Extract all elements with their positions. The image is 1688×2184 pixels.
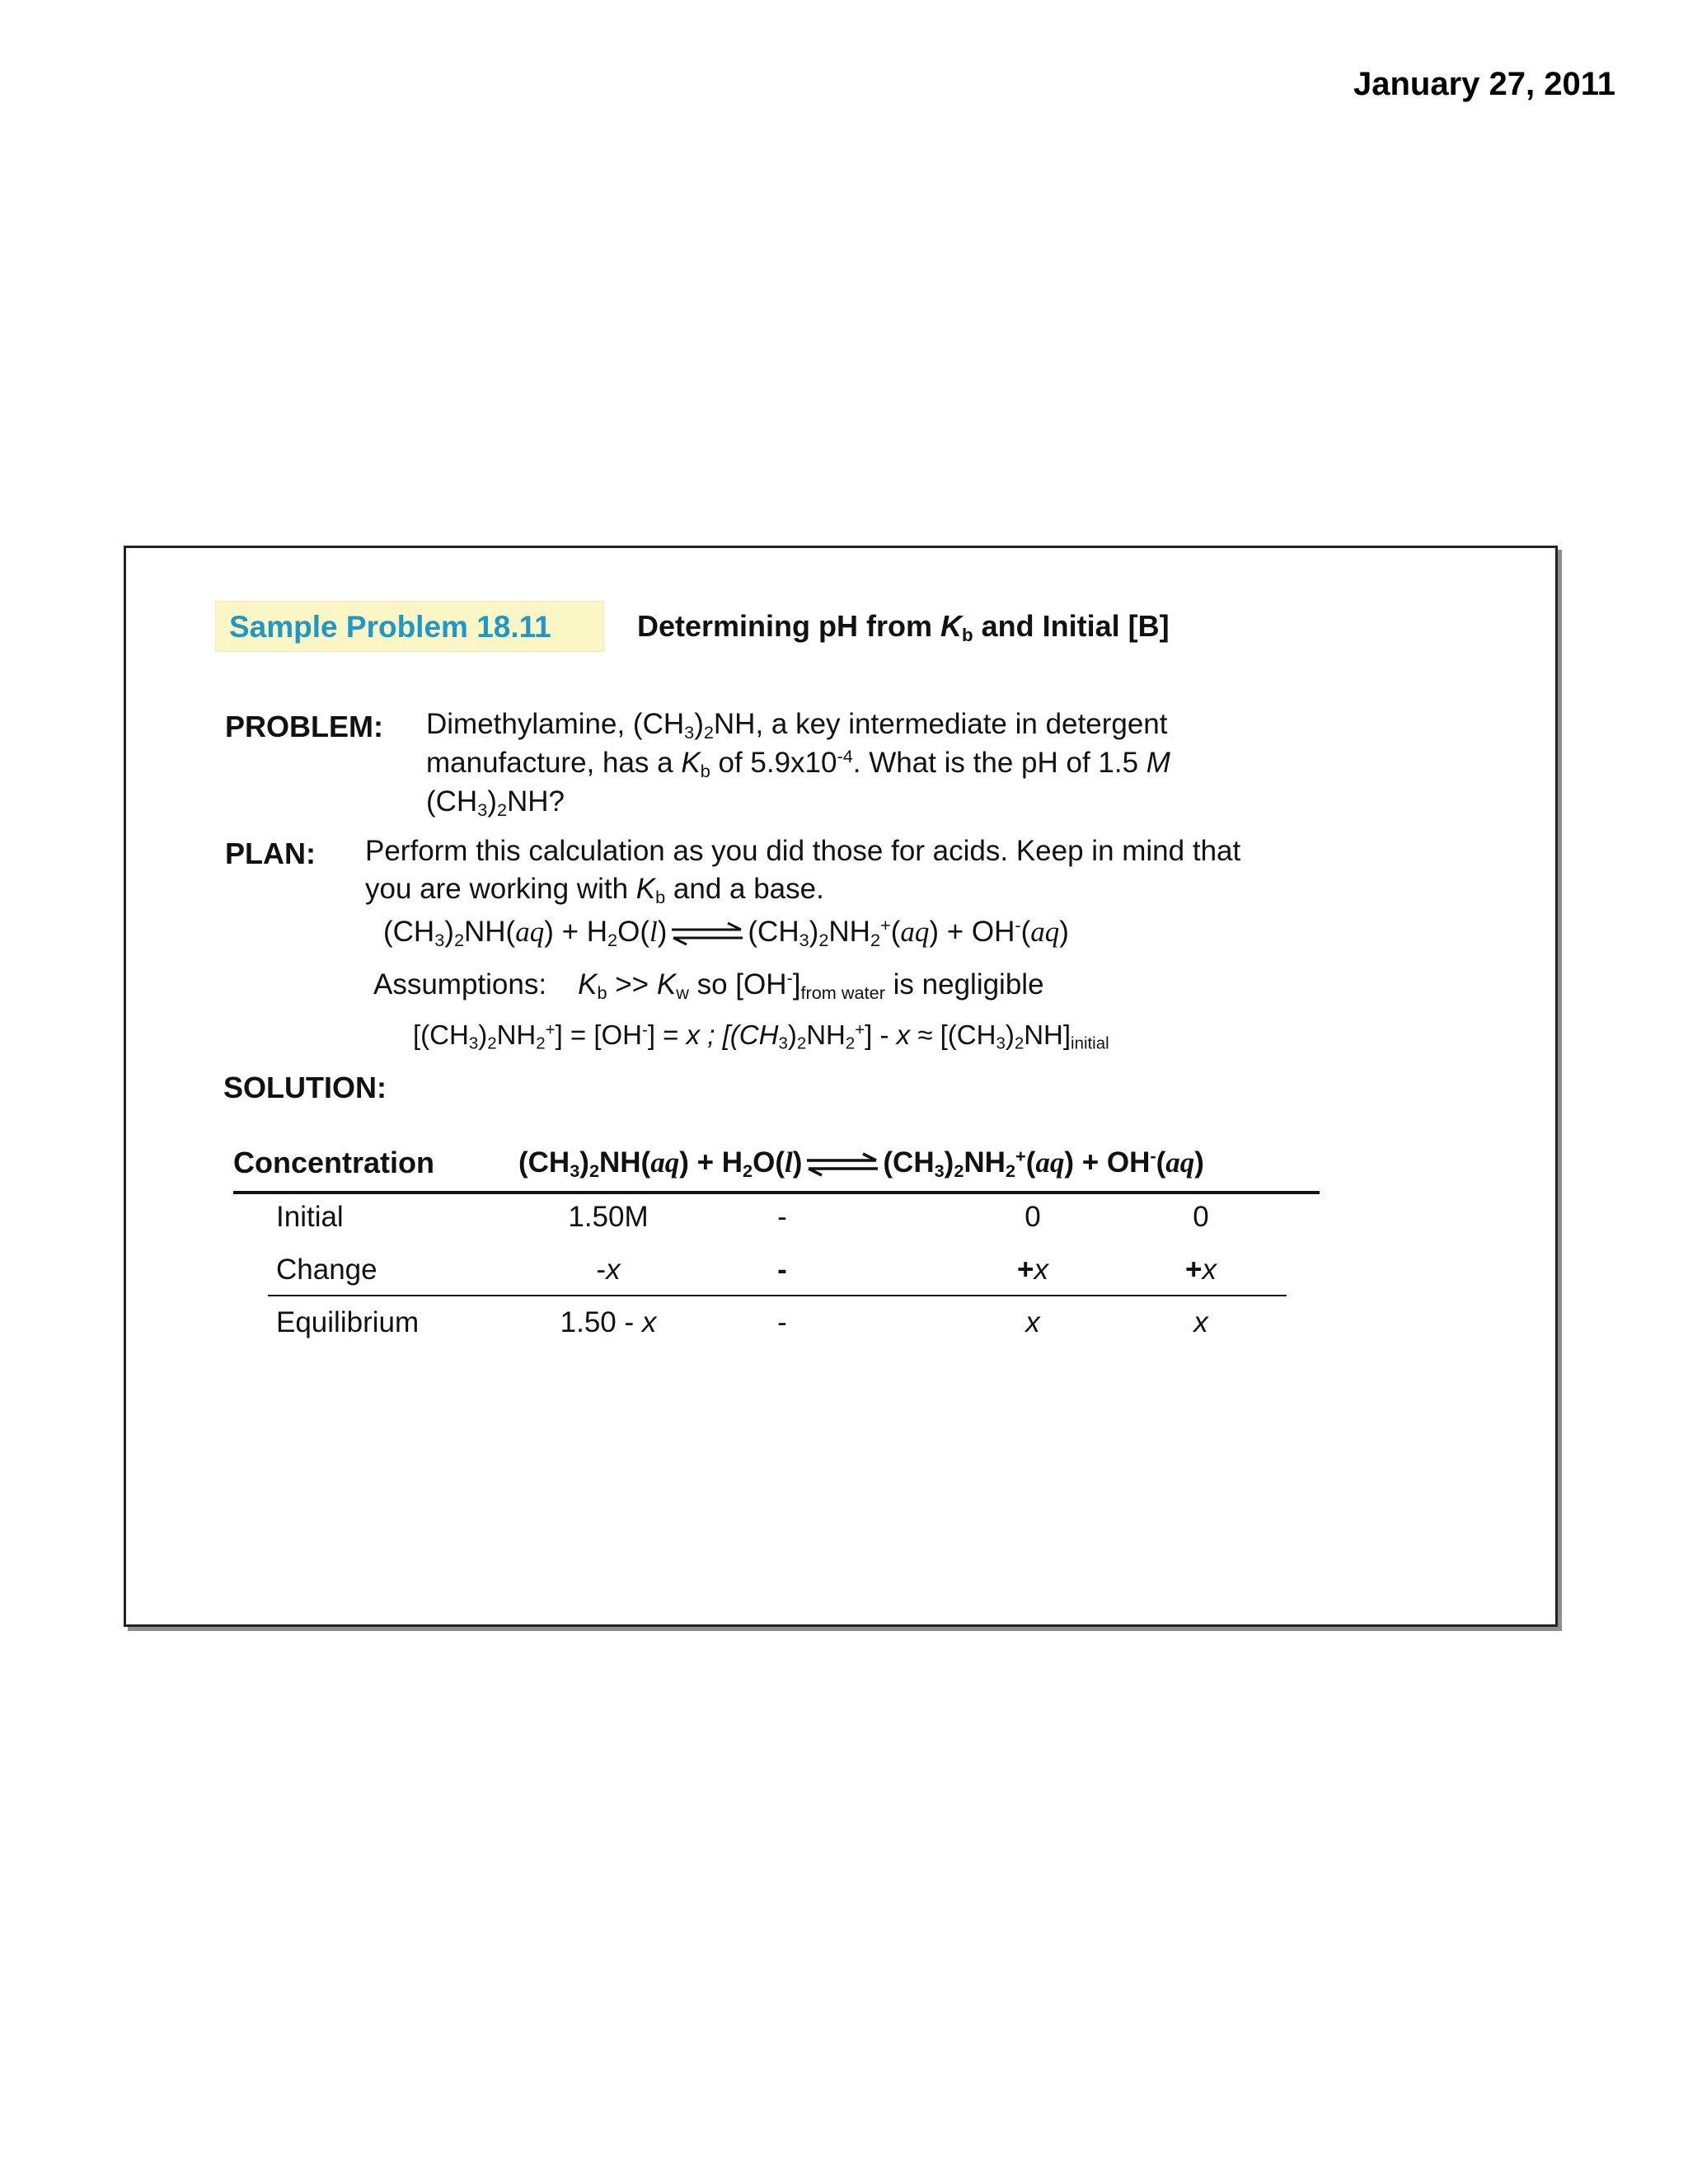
- text: Dimethylamine, (CH: [426, 708, 685, 740]
- row-label-change: Change: [276, 1254, 377, 1286]
- text: NH, a key intermediate in detergent: [713, 708, 1168, 740]
- subscript: b: [597, 982, 607, 1004]
- subscript: 2: [496, 799, 507, 821]
- subscript: 2: [607, 930, 618, 951]
- slide-frame: [124, 546, 1558, 1627]
- title-prefix: Determining pH from: [637, 609, 941, 643]
- text: (CH: [518, 1146, 570, 1179]
- text: (CH: [748, 916, 799, 948]
- plan-reaction-equation: [383, 912, 1069, 951]
- assumptions-label: Assumptions:: [373, 968, 547, 1001]
- text: 1.50 -: [560, 1306, 642, 1338]
- text: ; [(CH: [700, 1019, 779, 1050]
- assumptions-line: [373, 965, 1044, 1004]
- text: ): [579, 1146, 589, 1179]
- problem-line-3: [426, 782, 565, 821]
- subscript: 3: [684, 722, 695, 743]
- text: ) + OH: [1064, 1146, 1151, 1179]
- subscript: b: [700, 761, 710, 782]
- subscript: 3: [799, 930, 809, 951]
- superscript: -: [1015, 915, 1021, 936]
- text: ): [787, 1019, 797, 1050]
- state-aq: aq: [1035, 1146, 1065, 1179]
- kw-symbol: K: [656, 968, 677, 1001]
- text: ] =: [647, 1019, 687, 1050]
- subscript: 2: [870, 930, 881, 951]
- text: O(: [753, 1146, 785, 1179]
- subscript: 3: [434, 930, 445, 951]
- subscript: 3: [570, 1160, 580, 1182]
- kb-symbol: K: [578, 968, 598, 1001]
- superscript: -: [1150, 1146, 1156, 1167]
- text: NH(: [464, 916, 516, 948]
- text: ): [478, 1019, 488, 1050]
- text: ] = [OH: [555, 1019, 643, 1050]
- text: (: [890, 916, 901, 948]
- subscript: 2: [588, 1160, 599, 1182]
- state-aq: aq: [515, 916, 545, 948]
- state-aq: aq: [900, 916, 930, 948]
- slide-title: [637, 601, 1170, 652]
- text: ) + H: [679, 1146, 743, 1179]
- subscript: w: [676, 982, 689, 1004]
- variable-x: x: [1202, 1254, 1217, 1286]
- problem-line-2: [426, 743, 1170, 782]
- variable-x: x: [606, 1254, 621, 1286]
- row-label-initial: Initial: [276, 1201, 344, 1233]
- text: ≈ [(CH: [910, 1019, 996, 1050]
- problem-label: PROBLEM:: [225, 710, 383, 743]
- subscript: from water: [800, 982, 885, 1004]
- state-aq: aq: [1165, 1146, 1195, 1179]
- text: NH: [828, 916, 870, 948]
- state-l: l: [649, 916, 658, 948]
- solution-label: SOLUTION:: [223, 1071, 387, 1104]
- text: ): [657, 916, 668, 948]
- superscript: -: [642, 1019, 648, 1039]
- subscript: 2: [1014, 1033, 1025, 1053]
- cell-initial-base: 1.50M: [568, 1201, 649, 1233]
- table-header-equation: [518, 1143, 1204, 1182]
- subscript: 3: [996, 1033, 1006, 1053]
- text: (CH: [883, 1146, 935, 1179]
- text: so [OH: [688, 968, 787, 1001]
- variable-x: x: [686, 1019, 701, 1050]
- subscript: 2: [536, 1033, 546, 1053]
- text: (CH: [426, 785, 478, 818]
- state-aq: aq: [650, 1146, 680, 1179]
- cell-change-base: [596, 1254, 620, 1286]
- text: ): [1059, 916, 1069, 948]
- title-k: K: [940, 609, 963, 643]
- text: of 5.9x10: [710, 747, 837, 779]
- text: ): [944, 1146, 954, 1179]
- cell-change-hydroxide: [1185, 1254, 1217, 1286]
- subscript: initial: [1071, 1033, 1109, 1053]
- molar-unit: M: [1146, 747, 1170, 779]
- superscript: +: [545, 1019, 556, 1039]
- text: is negligible: [884, 968, 1044, 1001]
- text: +: [1017, 1254, 1034, 1286]
- table-equilibrium-rule: [268, 1295, 1287, 1296]
- text: (: [1020, 916, 1031, 948]
- subscript: 3: [778, 1033, 788, 1053]
- text: ): [487, 785, 497, 818]
- subscript: 2: [845, 1033, 856, 1053]
- subscript: 2: [743, 1160, 753, 1182]
- text: NH(: [599, 1146, 651, 1179]
- variable-x: x: [641, 1306, 657, 1338]
- table-header-rule: [233, 1191, 1320, 1194]
- text: (CH: [383, 916, 435, 948]
- variable-x: x: [896, 1019, 911, 1050]
- plan-line-1: Perform this calculation as you did those for acids. Keep in mind that: [365, 835, 1241, 867]
- text: [(CH: [413, 1019, 469, 1050]
- subscript: 2: [487, 1033, 497, 1053]
- text: ) + H: [544, 916, 608, 948]
- superscript: +: [855, 1019, 865, 1039]
- subscript: 2: [954, 1160, 964, 1182]
- text: ): [694, 708, 704, 740]
- subscript: 3: [468, 1033, 479, 1053]
- text: NH?: [507, 785, 565, 818]
- title-k-sub: b: [962, 625, 973, 646]
- text: manufacture, has a: [426, 747, 682, 779]
- text: (: [1156, 1146, 1166, 1179]
- text: O(: [617, 916, 649, 948]
- text: . What is the pH of 1.5: [852, 747, 1146, 779]
- cell-change-water: -: [777, 1254, 787, 1286]
- problem-line-1: [426, 705, 1167, 743]
- text: NH: [496, 1019, 537, 1050]
- subscript: 3: [934, 1160, 945, 1182]
- variable-x: x: [1034, 1254, 1048, 1286]
- subscript: 2: [796, 1033, 807, 1053]
- text: ): [809, 916, 819, 948]
- text: >>: [607, 968, 657, 1001]
- kb-symbol: K: [681, 747, 701, 779]
- cell-initial-conj-acid: 0: [1025, 1201, 1041, 1233]
- plan-line-2: [365, 869, 824, 908]
- text: and a base.: [665, 873, 824, 905]
- text: NH]: [1024, 1019, 1071, 1050]
- row-label-equilibrium: Equilibrium: [276, 1306, 420, 1338]
- text: ): [792, 1146, 803, 1179]
- text: +: [1185, 1254, 1203, 1286]
- cell-initial-water: -: [777, 1201, 787, 1233]
- subscript: 2: [453, 930, 464, 951]
- superscript: +: [880, 915, 891, 936]
- subscript: b: [655, 887, 666, 908]
- text: ): [1005, 1019, 1015, 1050]
- cell-equilibrium-water: -: [777, 1306, 787, 1338]
- cell-equilibrium-conj-acid: x: [1025, 1306, 1040, 1338]
- subscript: 3: [477, 799, 488, 821]
- superscript: +: [1015, 1146, 1026, 1167]
- text: you are working with: [365, 873, 636, 905]
- cell-change-conj-acid: [1017, 1254, 1048, 1286]
- table-header-concentration: Concentration: [233, 1146, 435, 1179]
- text: ): [444, 916, 454, 948]
- text: ) + OH: [929, 916, 1015, 948]
- text: NH: [806, 1019, 846, 1050]
- subscript: 2: [703, 722, 714, 743]
- sample-problem-badge: Sample Problem 18.11: [215, 601, 604, 652]
- subscript: 2: [1005, 1160, 1016, 1182]
- cell-initial-hydroxide: 0: [1193, 1201, 1209, 1233]
- text: ): [1194, 1146, 1204, 1179]
- title-suffix: and Initial [B]: [973, 609, 1170, 643]
- text: (: [1025, 1146, 1036, 1179]
- state-aq: aq: [1030, 916, 1060, 948]
- kb-symbol: K: [635, 873, 656, 905]
- page-date: January 27, 2011: [1353, 66, 1615, 102]
- approximation-line: [413, 1015, 1109, 1054]
- text: -: [596, 1254, 607, 1286]
- state-l: l: [785, 1146, 793, 1179]
- cell-equilibrium-base: [560, 1306, 657, 1339]
- text: NH: [964, 1146, 1006, 1179]
- cell-equilibrium-hydroxide: x: [1193, 1306, 1208, 1338]
- subscript: 2: [818, 930, 829, 951]
- equilibrium-arrow-icon: [670, 921, 744, 946]
- text: ]: [792, 968, 801, 1001]
- superscript: -4: [837, 746, 853, 767]
- text: ] -: [865, 1019, 897, 1050]
- equilibrium-arrow-icon: [805, 1152, 879, 1177]
- plan-label: PLAN:: [225, 837, 316, 870]
- superscript: -: [786, 968, 793, 989]
